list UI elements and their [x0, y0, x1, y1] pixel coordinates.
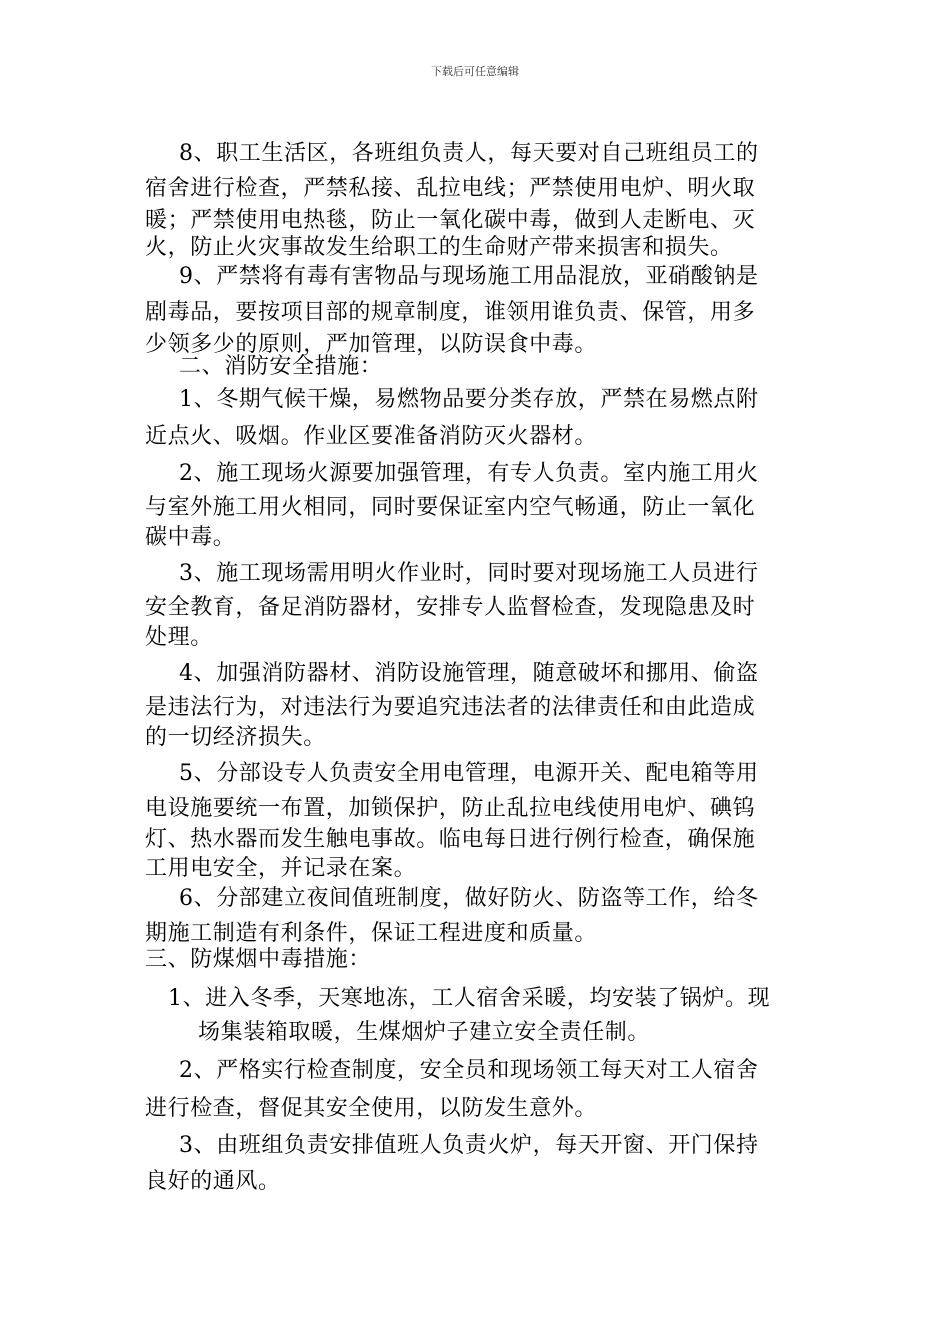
section-heading-fire-safety: [145, 353, 810, 381]
paragraph-item-9: [145, 259, 810, 358]
text-line: 期施工制造有利条件，保证工程进度和质量。: [145, 921, 598, 946]
text-line: 8、职工生活区，各班组负责人，每天要对自己班组员工的: [179, 141, 759, 166]
text-line: 宿舍进行检查，严禁私接、乱拉电线；严禁使用电炉、明火取: [145, 176, 756, 201]
text-line: 碳中毒。: [145, 525, 236, 550]
text-line: 场集装箱取暖，生煤烟炉子建立安全责任制。: [198, 1020, 651, 1045]
text-line: 是违法行为，对违法行为要追究违法者的法律责任和由此造成: [145, 695, 756, 720]
text-line: 进行检查，督促其安全使用，以防发生意外。: [145, 1096, 598, 1121]
text-line: 5、分部设专人负责安全用电管理，电源开关、配电箱等用: [179, 761, 759, 786]
page-header-note: 下载后可任意编辑: [431, 65, 519, 78]
text-line: 近点火、吸烟。作业区要准备消防灭火器材。: [145, 424, 598, 449]
text-line: 电设施要统一布置，加锁保护，防止乱拉电线使用电炉、碘钨: [145, 796, 756, 821]
text-line: 3、施工现场需用明火作业时，同时要对现场施工人员进行: [179, 561, 759, 586]
paragraph-fire-6: [145, 880, 810, 950]
text-line: 4、加强消防器材、消防设施管理，随意破坏和挪用、偷盗: [179, 661, 759, 686]
text-line: 9、严禁将有毒有害物品与现场施工用品混放，亚硝酸钠是: [179, 264, 759, 289]
text-line: 火，防止火灾事故发生给职工的生命财产带来损害和损失。: [145, 235, 733, 260]
text-line: 1、冬期气候干燥，易燃物品要分类存放，严禁在易燃点附: [179, 387, 759, 412]
paragraph-coal-3: [145, 1128, 810, 1200]
section-heading-coal-smoke: [145, 946, 810, 974]
text-line: 2、严格实行检查制度，安全员和现场领工每天对工人宿舍: [179, 1058, 759, 1083]
text-line: 暖；严禁使用电热毯，防止一氧化碳中毒，做到人走断电、灭: [145, 208, 756, 233]
text-line: 良好的通风。: [145, 1169, 281, 1194]
text-line: 工用电安全，并记录在案。: [145, 856, 417, 881]
paragraph-fire-5: [145, 755, 810, 883]
paragraph-fire-4: [145, 655, 810, 752]
text-line: 6、分部建立夜间值班制度，做好防火、防盗等工作，给冬: [179, 886, 759, 911]
text-line: 处理。: [145, 625, 213, 650]
text-line: 3、由班组负责安排值班人负责火炉，每天开窗、开门保持: [179, 1133, 759, 1158]
heading-text: 二、消防安全措施：: [179, 354, 383, 379]
text-line: 少领多少的原则，严加管理，以防误食中毒。: [145, 332, 598, 357]
text-line: 1、进入冬季，天寒地冻，工人宿舍采暖，均安装了锅炉。现: [168, 986, 771, 1011]
text-line: 的一切经济损失。: [145, 725, 326, 750]
paragraph-fire-1: [145, 381, 810, 455]
paragraph-coal-2: [145, 1052, 810, 1129]
text-line: 与室外施工用火相同，同时要保证室内空气畅通，防止一氧化: [145, 495, 756, 520]
paragraph-item-8: [145, 136, 810, 261]
text-line: 2、施工现场火源要加强管理，有专人负责。室内施工用火: [179, 461, 759, 486]
paragraph-fire-3: [145, 555, 810, 652]
text-line: 灯、热水器而发生触电事故。临电每日进行例行检查，确保施: [145, 827, 756, 852]
text-line: 剧毒品，要按项目部的规章制度，谁领用谁负责、保管，用多: [145, 300, 756, 325]
paragraph-fire-2: [145, 455, 810, 552]
text-line: 安全教育，备足消防器材，安排专人监督检查，发现隐患及时: [145, 595, 756, 620]
heading-text: 三、防煤烟中毒措施：: [145, 947, 372, 972]
paragraph-coal-1: [145, 981, 810, 1049]
